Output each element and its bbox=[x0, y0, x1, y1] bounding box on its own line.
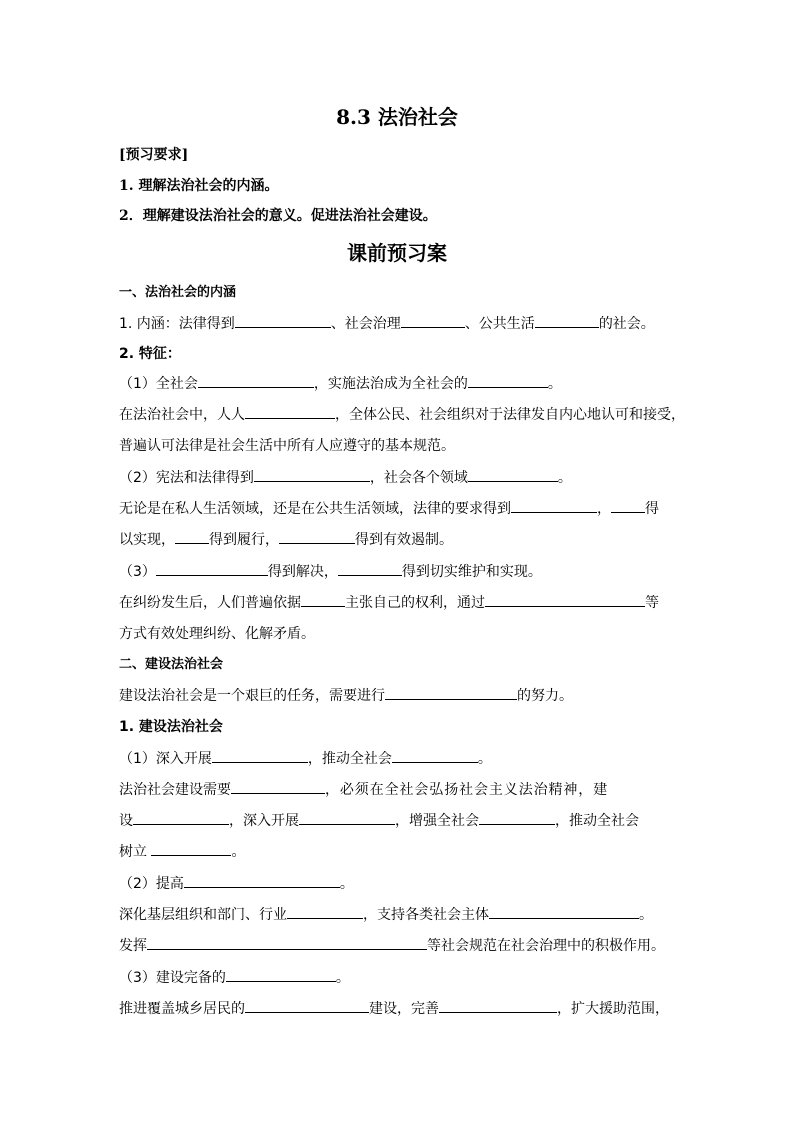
requirements-heading: [预习要求] bbox=[119, 147, 189, 163]
feature-3-line bbox=[119, 562, 542, 582]
intro-text: 建设法治社会是一个艰巨的任务，需要进行 bbox=[119, 688, 385, 704]
blank-input[interactable] bbox=[184, 874, 340, 888]
step-2-detail-cont bbox=[119, 936, 665, 956]
meaning-text: 、公共生活 bbox=[464, 316, 535, 332]
feature-text: （3） bbox=[119, 564, 156, 580]
requirement-item-1: 1. 理解法治社会的内涵。 bbox=[119, 178, 279, 194]
feature-2-line bbox=[119, 468, 572, 488]
intro-text: 的努力。 bbox=[517, 688, 573, 704]
detail-text: 建设，完善 bbox=[369, 1001, 439, 1017]
blank-input[interactable] bbox=[287, 905, 363, 919]
detail-text: 主张自己的权利，通过 bbox=[345, 595, 485, 611]
feature-text: 。 bbox=[557, 470, 572, 486]
feature-text: ，社会各个领域 bbox=[369, 470, 468, 486]
detail-text: 得到有效遏制。 bbox=[355, 532, 453, 548]
detail-text: 在法治社会中，人人 bbox=[119, 407, 245, 423]
step-text: 。 bbox=[335, 970, 350, 986]
blank-input[interactable] bbox=[156, 562, 268, 576]
detail-text: 深化基层组织和部门、行业 bbox=[119, 907, 287, 923]
detail-text: 在纠纷发生后，人们普遍依据 bbox=[119, 595, 301, 611]
feature-text: （2）宪法和法律得到 bbox=[119, 470, 254, 486]
blank-input[interactable] bbox=[245, 999, 369, 1013]
blank-input[interactable] bbox=[385, 686, 517, 700]
blank-input[interactable] bbox=[338, 562, 402, 576]
step-1-detail-end bbox=[119, 842, 245, 862]
blank-input[interactable] bbox=[511, 499, 597, 513]
step-text: （1）深入开展 bbox=[119, 751, 212, 767]
blank-input[interactable] bbox=[489, 905, 639, 919]
detail-text: ，支持各类社会主体 bbox=[363, 907, 489, 923]
step-3-line bbox=[119, 968, 350, 988]
detail-text: 发挥 bbox=[119, 938, 147, 954]
step-2-detail bbox=[119, 905, 653, 925]
blank-input[interactable] bbox=[133, 811, 229, 825]
blank-input[interactable] bbox=[392, 749, 478, 763]
detail-text: 。 bbox=[639, 907, 653, 923]
detail-text: 等 bbox=[645, 595, 659, 611]
blank-input[interactable] bbox=[235, 314, 331, 328]
detail-text: 法治社会建设需要 bbox=[119, 782, 231, 798]
detail-text: 等社会规范在社会治理中的积极作用。 bbox=[427, 938, 665, 954]
blank-input[interactable] bbox=[535, 314, 599, 328]
step-1-detail-cont bbox=[119, 811, 639, 831]
step-text: ，推动全社会 bbox=[307, 751, 392, 767]
blank-input[interactable] bbox=[468, 374, 548, 388]
detail-text: 得到履行， bbox=[209, 532, 279, 548]
blank-input[interactable] bbox=[299, 811, 395, 825]
detail-text: ，扩大援助范围， bbox=[557, 1001, 669, 1017]
step-text: （3）建设完备的 bbox=[119, 970, 226, 986]
detail-text: 树立 bbox=[119, 844, 147, 860]
section-2-heading: 二、建设法治社会 bbox=[119, 657, 224, 672]
feature-1-line bbox=[119, 374, 562, 394]
section-title: 课前预习案 bbox=[347, 241, 447, 265]
blank-input[interactable] bbox=[301, 593, 345, 607]
blank-input[interactable] bbox=[479, 811, 555, 825]
feature-text: ，实施法治成为全社会的 bbox=[313, 376, 468, 392]
feature-2-detail bbox=[119, 499, 659, 519]
blank-input[interactable] bbox=[611, 499, 645, 513]
feature-text: 得到切实维护和实现。 bbox=[401, 564, 542, 580]
blank-input[interactable] bbox=[231, 780, 325, 794]
step-text: （2）提高 bbox=[119, 876, 184, 892]
step-1-detail bbox=[119, 780, 608, 800]
step-3-detail bbox=[119, 999, 669, 1019]
feature-1-detail bbox=[119, 405, 685, 425]
section-1-heading: 一、法治社会的内涵 bbox=[119, 285, 237, 300]
page-title: 8.3 法治社会 bbox=[336, 105, 458, 129]
meaning-text: 、社会治理 bbox=[330, 316, 401, 332]
feature-2-detail-cont bbox=[119, 530, 453, 550]
blank-input[interactable] bbox=[212, 749, 308, 763]
feature-text: 得到解决， bbox=[267, 564, 338, 580]
detail-text: ，增强全社会 bbox=[395, 813, 479, 829]
detail-text: 设 bbox=[119, 813, 133, 829]
detail-text: ，必须在全社会弘扬社会主义法治精神，建 bbox=[325, 782, 609, 798]
meaning-label: 1. 内涵：法律得到 bbox=[119, 316, 235, 332]
feature-heading: 2. 特征： bbox=[119, 346, 181, 362]
detail-text: 得 bbox=[645, 501, 659, 517]
blank-input[interactable] bbox=[226, 968, 336, 982]
blank-input[interactable] bbox=[279, 530, 355, 544]
feature-3-detail-cont: 方式有效处理纠纷、化解矛盾。 bbox=[119, 626, 315, 642]
step-text: 。 bbox=[339, 876, 354, 892]
blank-input[interactable] bbox=[151, 842, 231, 856]
blank-input[interactable] bbox=[198, 374, 314, 388]
blank-input[interactable] bbox=[401, 314, 465, 328]
step-1-line bbox=[119, 749, 492, 769]
blank-input[interactable] bbox=[175, 530, 209, 544]
subsection-heading: 1. 建设法治社会 bbox=[119, 719, 223, 735]
section-2-intro bbox=[119, 686, 573, 706]
blank-input[interactable] bbox=[245, 405, 335, 419]
meaning-line bbox=[119, 314, 655, 334]
blank-input[interactable] bbox=[147, 936, 427, 950]
detail-text: 推进覆盖城乡居民的 bbox=[119, 1001, 245, 1017]
meaning-text: 的社会。 bbox=[598, 316, 655, 332]
blank-input[interactable] bbox=[485, 593, 645, 607]
detail-text: ，推动全社会 bbox=[555, 813, 639, 829]
feature-3-detail bbox=[119, 593, 659, 613]
step-text: 。 bbox=[477, 751, 492, 767]
feature-1-detail-cont: 普遍认可法律是社会生活中所有人应遵守的基本规范。 bbox=[119, 438, 455, 454]
detail-text: ， bbox=[597, 501, 611, 517]
blank-input[interactable] bbox=[468, 468, 558, 482]
detail-text: 无论是在私人生活领域，还是在公共生活领域，法律的要求得到 bbox=[119, 501, 511, 517]
blank-input[interactable] bbox=[439, 999, 557, 1013]
feature-text: 。 bbox=[547, 376, 562, 392]
detail-text: 以实现， bbox=[119, 532, 175, 548]
blank-input[interactable] bbox=[254, 468, 370, 482]
detail-text: ，全体公民、社会组织对于法律发自内心地认可和接受， bbox=[335, 407, 685, 423]
step-2-line bbox=[119, 874, 354, 894]
feature-text: （1）全社会 bbox=[119, 376, 198, 392]
detail-text: ，深入开展 bbox=[229, 813, 299, 829]
detail-text: 。 bbox=[231, 844, 246, 860]
requirement-item-2: 2．理解建设法治社会的意义。促进法治社会建设。 bbox=[119, 208, 437, 224]
